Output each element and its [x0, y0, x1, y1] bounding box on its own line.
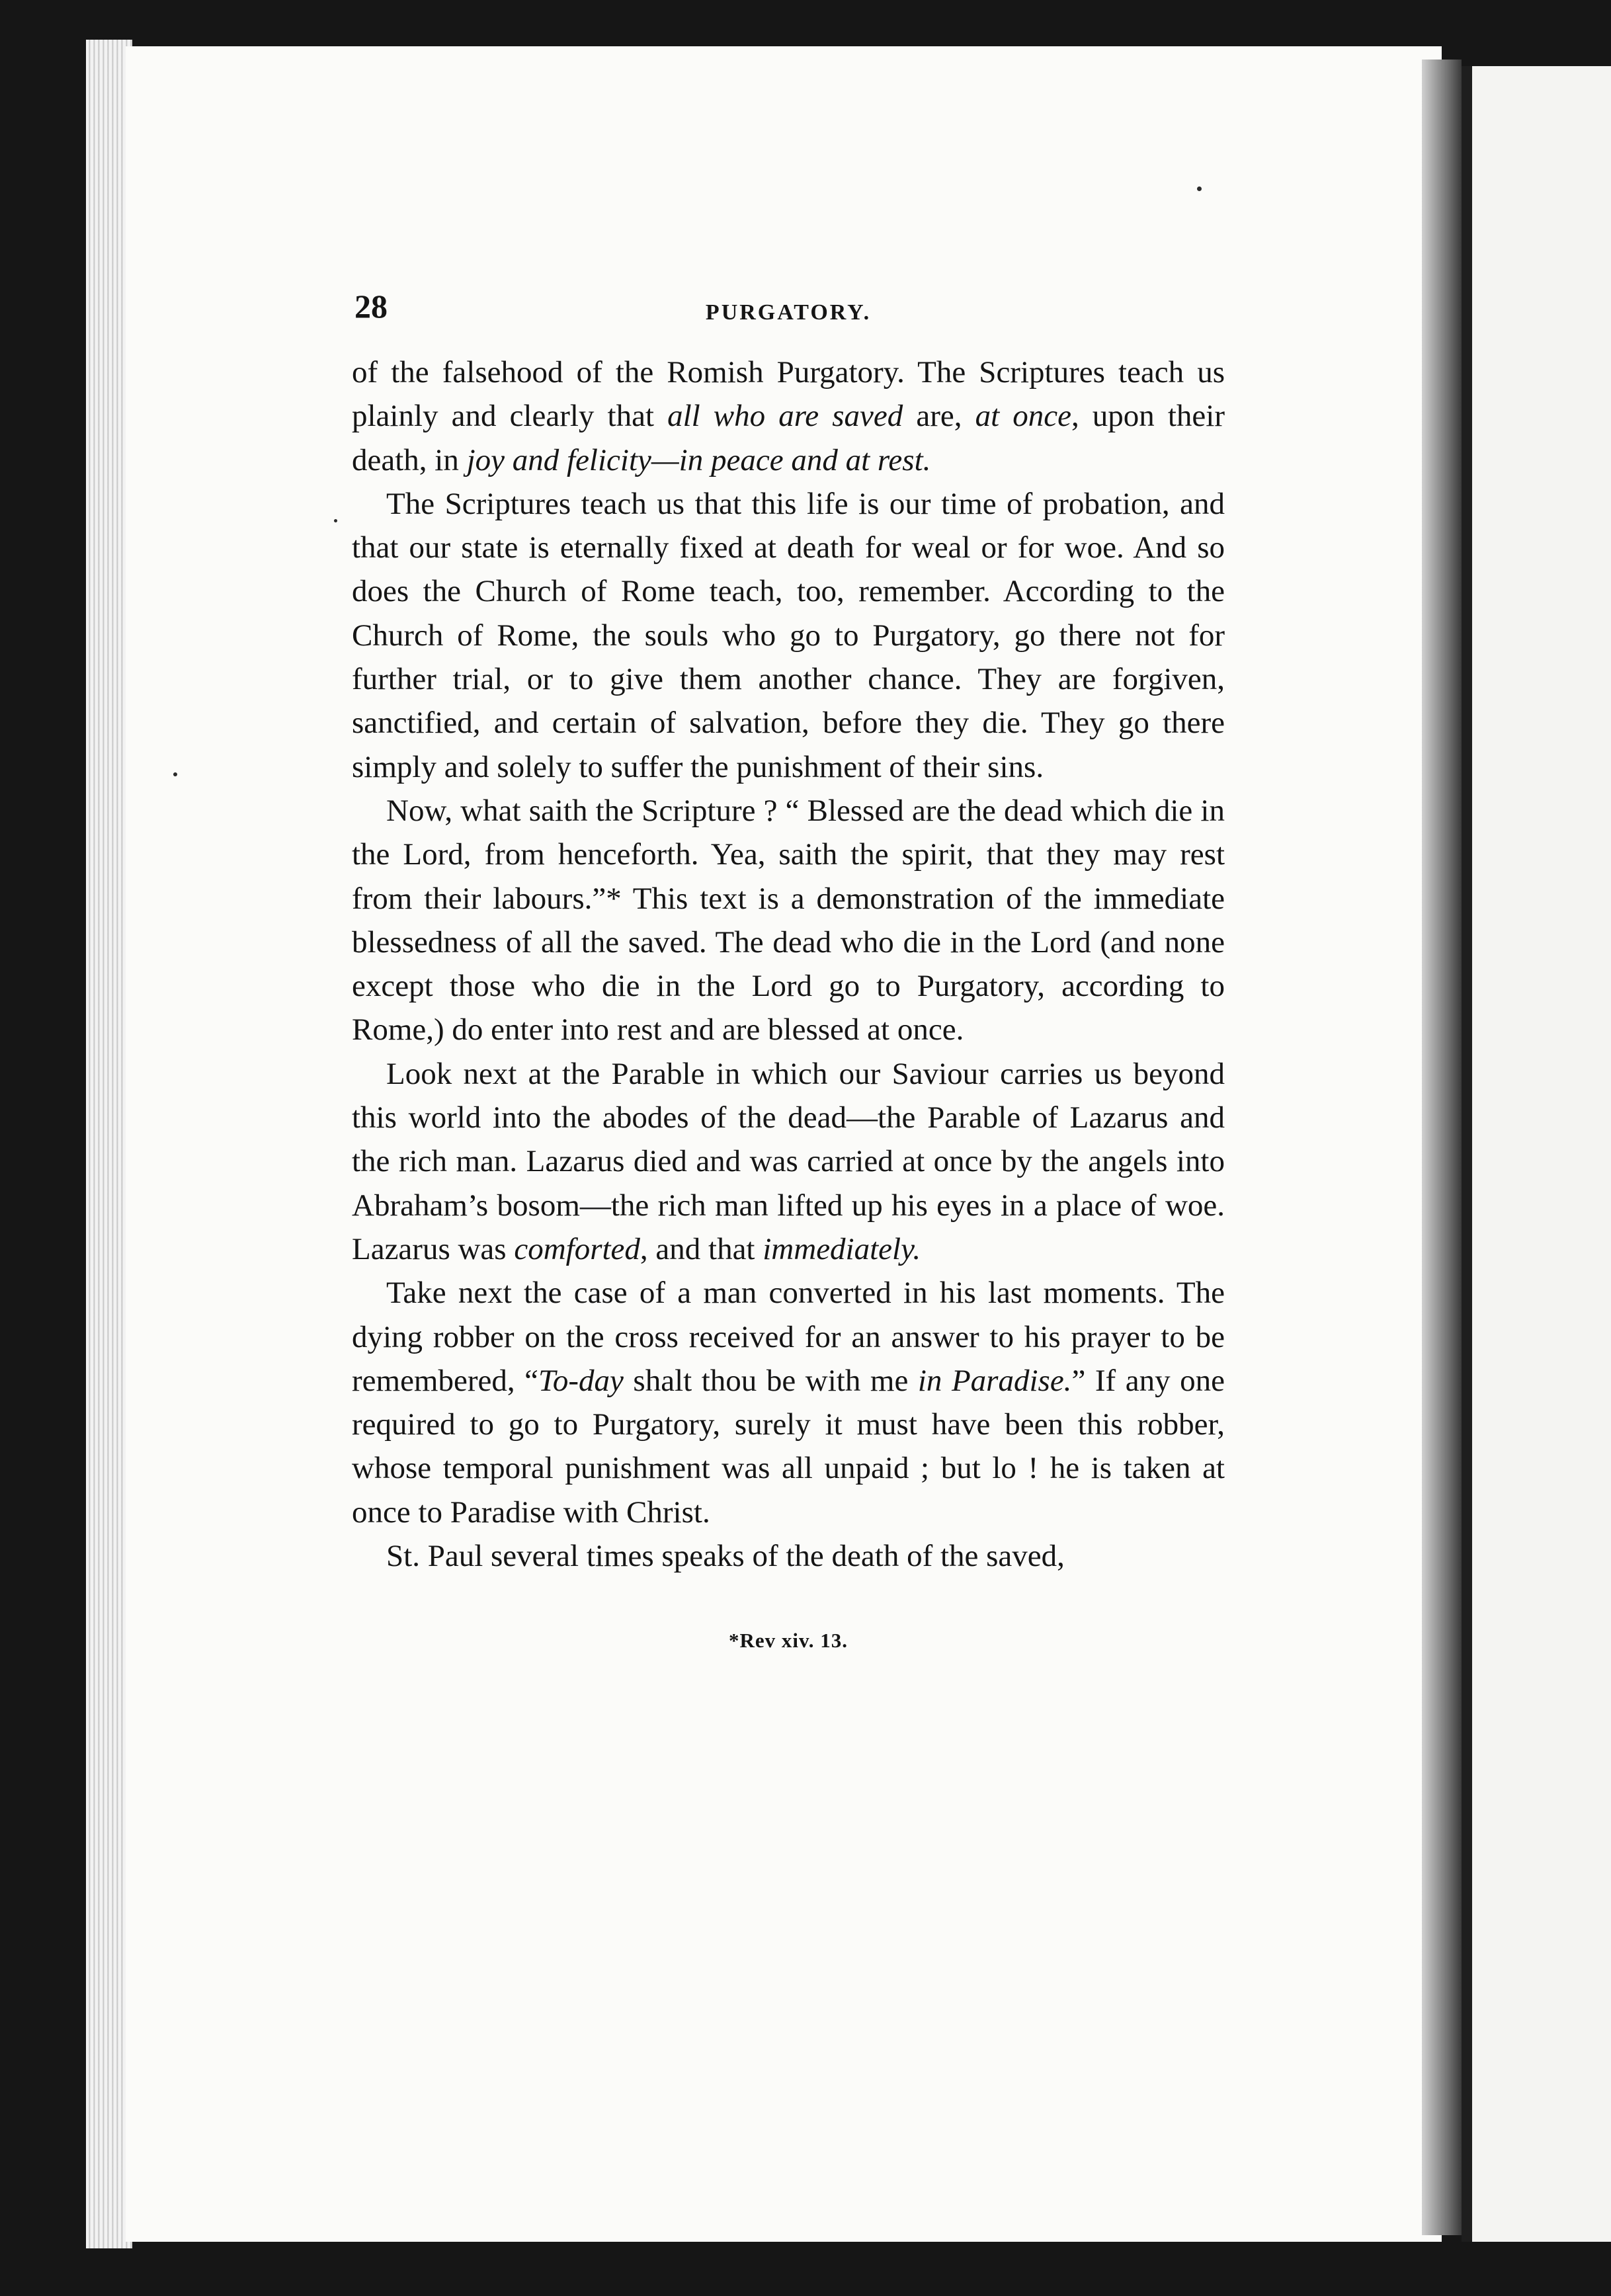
text-run: Now, what saith the Scripture ? “ Blessed are the dead which die in the Lord, from henceforth. Yea, saith the spirit, that they may rest from their labours.”* This text is a demonstration of the immediate blessedness of all the saved. The dead who die in the Lord (and none except those who die in the Lord go to Purgatory, according to Rome,) do enter into rest and are blessed at once. [352, 793, 1225, 1047]
text-run: of the falsehood of the Romish Purgatory. The Scriptures teach us plainly and clearly that [352, 355, 1225, 434]
paragraph-5 [352, 1271, 1225, 1534]
italic-text-run: joy and felicity—in peace and at rest. [466, 442, 931, 477]
scan-speck [1197, 186, 1202, 191]
paragraph-3 [352, 789, 1225, 1052]
italic-text-run: To-day [538, 1363, 624, 1398]
text-run: shalt thou be with me [623, 1363, 918, 1398]
italic-text-run: comforted [514, 1231, 640, 1266]
paragraph-4 [352, 1052, 1225, 1271]
footnote: *Rev xiv. 13. [728, 1629, 848, 1653]
paragraph-1 [352, 350, 1225, 482]
italic-text-run: in Paradise. [917, 1363, 1072, 1398]
text-run: , and that [640, 1231, 763, 1266]
italic-text-run: at once [975, 399, 1071, 434]
paragraph-6 [352, 1534, 1225, 1578]
page-gutter-shadow [1422, 60, 1462, 2235]
running-title: PURGATORY. [705, 300, 872, 325]
facing-page-edge [1462, 66, 1611, 2242]
text-run: St. Paul several times speaks of the death of the saved, [386, 1539, 1065, 1574]
text-run: are, [903, 399, 975, 434]
italic-text-run: immediately. [763, 1231, 921, 1266]
italic-text-run: all who are saved [667, 399, 903, 434]
text-run: ” If any one required to go to Purgatory, surely it must have been this robber, whose temporal punishment was all unpaid ; but lo ! he is taken at once to Paradise with Christ. [352, 1363, 1225, 1530]
text-run: Take next the case of a man converted in his last moments. The dying robber on the cross received for an answer to his prayer to be remembered, “ [352, 1276, 1225, 1398]
text-run: , upon their death, in [352, 399, 1225, 477]
scan-speck [173, 772, 177, 776]
text-run: The Scriptures teach us that this life is our time of probation, and that our state is eternally fixed at death for weal or for woe. And so does the Church of Rome teach, too, remember. According to the Church of Rome, the souls who go to Purgatory, go there not for further trial, or to give them another chance. They are forgiven, sanctified, and certain of salvation, before they die. They go there simply and solely to suffer the punishment of their sins. [352, 486, 1225, 784]
page-number: 28 [354, 288, 388, 325]
scan-speck [334, 519, 337, 522]
page-text-block [352, 284, 1225, 1663]
running-head [352, 284, 1225, 350]
paragraph-2 [352, 482, 1225, 789]
text-run: Look next at the Parable in which our Saviour carries us beyond this world into the abodes of the dead—the Parable of Lazarus and the rich man. Lazarus died and was carried at once by the angels into Abraham’s bosom—the rich man lifted up his eyes in a place of woe. Lazarus was [352, 1056, 1225, 1266]
